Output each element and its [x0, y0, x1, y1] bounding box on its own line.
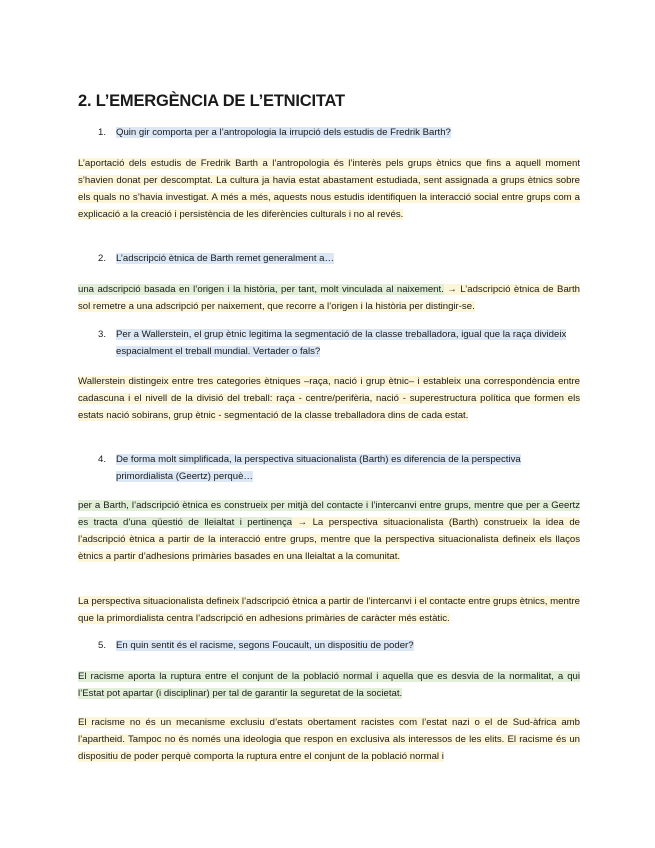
question-text: De forma molt simplificada, la perspectiva situacionalista (Barth) es diferencia de la perspectiva primordialista (Geertz) perquè… [116, 454, 521, 482]
question-3 [98, 327, 580, 360]
question-number: 4. [98, 454, 107, 465]
answer-highlight-yellow: → La perspectiva situacionalista (Barth) construeix la idea de l’adscripció ètnica a partir de la interacció entre grups, mentre que la perspectiva situacionalista defineix els llaços ètnics a partir d’adhesions primàries basades en una lleialtat a la comunitat. [78, 517, 580, 562]
question-2 [98, 251, 580, 268]
answer-2 [78, 281, 580, 315]
answer-highlight-green: una adscripció basada en l’origen i la història, per tant, molt vinculada al naixement. [78, 284, 444, 295]
question-number: 3. [98, 329, 107, 340]
question-5 [98, 638, 580, 655]
answer-text: La perspectiva situacionalista defineix l’adscripció ètnica a partir de l’intercanvi i el contacte entre grups ètnics, mentre que la primordialista centra l’adscripció en adhesions primàries de caràcter més estàtic. [78, 596, 580, 624]
answer-highlight-green: per a Barth, l’adscripció ètnica es construeix per mitjà del contacte i l’intercanvi entre grups, mentre que per a Geertz es tracta d’una qüestió de lleialtat i pertinença [78, 500, 580, 528]
answer-4-extra [78, 593, 580, 627]
answer-3 [78, 373, 580, 424]
answer-4 [78, 497, 580, 565]
question-text: L’adscripció ètnica de Barth remet generalment a… [116, 253, 335, 264]
section-heading: 2. L’EMERGÈNCIA DE L’ETNICITAT [78, 92, 345, 110]
answer-5-extra [78, 714, 580, 765]
question-number: 2. [98, 253, 107, 264]
question-4 [98, 452, 580, 485]
answer-highlight-green: El racisme aporta la ruptura entre el conjunt de la població normal i aquella que es desvia de la normalitat, a qui l’Estat pot apartar (i disciplinar) per tal de garantir la seguretat de la societat. [78, 671, 580, 699]
answer-text: El racisme no és un mecanisme exclusiu d’estats obertament racistes com l’estat nazi o el de Sud-àfrica amb l’apartheid. Tampoc no és només una ideologia que respon en exclusiva als interessos de les elits. El racisme és un dispositiu de poder perquè comporta la ruptura entre el conjunt de la població normal i [78, 717, 580, 762]
answer-5 [78, 668, 580, 702]
answer-text: Wallerstein distingeix entre tres categories ètniques –raça, nació i grup ètnic– i estableix una correspondència entre cadascuna i el nivell de la divisió del treball: raça - centre/perifèria, nació - superestructura política que formen els estats nació sobirans, grup ètnic - segmentació de la classe treballadora dins de cada estat. [78, 376, 580, 421]
answer-1 [78, 155, 580, 223]
question-1 [98, 125, 580, 142]
question-number: 5. [98, 640, 107, 651]
question-text: Per a Wallerstein, el grup ètnic legitima la segmentació de la classe treballadora, igual que la raça divideix espacialment el treball mundial. Vertader o fals? [116, 329, 567, 357]
question-text: Quin gir comporta per a l’antropologia la irrupció dels estudis de Fredrik Barth? [116, 127, 451, 138]
question-number: 1. [98, 127, 107, 138]
answer-highlight-yellow: → L’adscripció ètnica de Barth sol remetre a una adscripció per naixement, que recorre a l’origen i la història per distingir-se. [78, 284, 580, 312]
question-text: En quin sentit és el racisme, segons Foucault, un dispositiu de poder? [116, 640, 414, 651]
answer-text: L’aportació dels estudis de Fredrik Barth a l’antropologia és l’interès pels grups ètnics que fins a aquell moment s’havien donat per descomptat. La cultura ja havia estat abastament estudiada, sent assignada a grups ètnics sobre els quals no s’havia investigat. A més a més, aquests nous estudis identifiquen la interacció social entre grups com a explicació a la creació i persistència de les diferències culturals i no al revés. [78, 158, 580, 220]
